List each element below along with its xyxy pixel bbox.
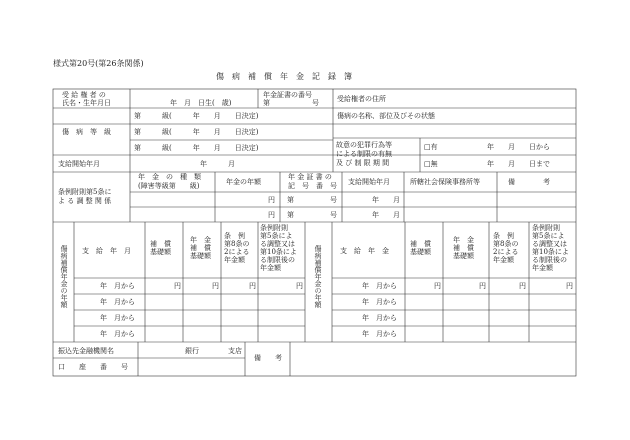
restriction-label-2: による制限の有無 (336, 150, 392, 158)
restriction-yes-checkbox[interactable]: □有 (424, 143, 438, 151)
grade-line-3[interactable]: 第 級( 年 月 日決定) (134, 144, 259, 152)
adjust-go-2: 号 (330, 211, 337, 219)
recipient-birth-label: 氏名・生年月日 (62, 99, 111, 107)
yen-right-1: 円 (434, 282, 441, 290)
adjust-yen-1: 円 (268, 196, 275, 204)
disability-grade-label: (障害等級第 級) (138, 182, 200, 190)
yen-left-3: 円 (249, 282, 256, 290)
recipient-name-label: 受 給 権 者 の (62, 91, 106, 99)
cert-number-label: 年金証書の番号 (263, 91, 312, 99)
bank-name-label: 振込先金融機関名 (58, 347, 114, 355)
annual-amount-label: 年金の年額 (226, 178, 261, 186)
col-art8-right: 条 例 第8条の 2による 年金額 (493, 232, 519, 264)
adjust-nengatsu-1: 年 月 (372, 196, 400, 204)
restriction-label-3: 及 び 制 限 期 間 (336, 159, 390, 167)
bank-name-field[interactable]: 銀行 (185, 347, 199, 355)
bank-note-label: 備 考 (254, 354, 282, 362)
col-adjusted-left: 条例附則 第5条によ る調整又は 第10条によ る制限後の 年金額 (260, 224, 297, 272)
annual-side-label-left: 傷病補償年金の年額 (60, 245, 68, 308)
adjust-note-label: 備 考 (508, 178, 550, 186)
payment-start-value[interactable]: 年 月 (200, 160, 235, 168)
adjust-go-1: 号 (330, 196, 337, 204)
adjust-label-1: 条例附則第5条に (58, 188, 112, 196)
yen-right-2: 円 (479, 282, 486, 290)
from-right-4[interactable]: 年 月から (362, 330, 397, 338)
yen-right-3: 円 (519, 282, 526, 290)
adjust-dai-1: 第 (287, 196, 294, 204)
col-pension-base-left: 年 金 補 償 基礎額 (190, 236, 211, 260)
cert-code-label-2: 記 号 番 号 (288, 182, 337, 190)
branch-field[interactable]: 支店 (228, 347, 242, 355)
yen-left-4: 円 (296, 282, 303, 290)
adjust-nengatsu-2: 年 月 (372, 211, 400, 219)
from-left-1[interactable]: 年 月から (100, 282, 135, 290)
condition-label: 傷病の名称、部位及びその状態 (337, 112, 435, 120)
adjust-start-label: 支給開始年月 (348, 178, 390, 186)
restriction-label-1: 故意の犯罪行為等 (336, 141, 392, 149)
from-right-1[interactable]: 年 月から (362, 282, 397, 290)
yen-right-4: 円 (566, 282, 573, 290)
restriction-from[interactable]: 年 月 日から (487, 143, 550, 151)
cert-code-label-1: 年 金 証 書 の (288, 173, 332, 181)
annual-side-label-right: 傷病補償年金の年額 (314, 245, 322, 308)
form-title: 傷 病 補 償 年 金 記 録 簿 (216, 72, 352, 81)
account-number-label: 口 座 番 号 (58, 363, 128, 371)
grade-line-1[interactable]: 第 級( 年 月 日決定) (134, 112, 259, 120)
from-left-4[interactable]: 年 月から (100, 330, 135, 338)
restriction-until[interactable]: 年 月 日まで (487, 160, 550, 168)
col-art8-left: 条 例 第8条の 2による 年金額 (224, 232, 250, 264)
yen-left-1: 円 (174, 282, 181, 290)
col-adjusted-right: 条例附則 第5条によ る調整又は 第10条によ る制限後の 年金額 (532, 224, 569, 272)
col-base-left: 補 償 基礎額 (150, 240, 171, 256)
from-right-3[interactable]: 年 月から (362, 314, 397, 322)
address-label: 受給権者の住所 (337, 95, 386, 103)
col-period-left: 支 給 年 月 (82, 247, 131, 255)
from-left-3[interactable]: 年 月から (100, 314, 135, 322)
grade-line-2[interactable]: 第 級( 年 月 日決定) (134, 128, 259, 136)
office-label: 所轄社会保険事務所等 (410, 178, 480, 186)
pension-kind-label: 年 金 の 種 類 (138, 173, 201, 181)
yen-left-2: 円 (212, 282, 219, 290)
col-base-right: 補 償 基礎額 (410, 240, 431, 256)
cert-number-field[interactable]: 第 号 (263, 99, 319, 107)
grade-label: 傷 病 等 級 (62, 128, 111, 136)
birth-date-field[interactable]: 年 月 日生( 歳) (170, 99, 232, 107)
form-number: 様式第20号(第26条関係) (53, 59, 144, 68)
from-right-2[interactable]: 年 月から (362, 298, 397, 306)
adjust-dai-2: 第 (287, 211, 294, 219)
col-period-right: 支 給 年 金 (340, 247, 389, 255)
payment-start-label: 支給開始年月 (58, 160, 100, 168)
restriction-no-checkbox[interactable]: □無 (424, 160, 438, 168)
adjust-yen-2: 円 (268, 211, 275, 219)
from-left-2[interactable]: 年 月から (100, 298, 135, 306)
adjust-label-2: よ る 調 整 関 係 (58, 197, 112, 205)
col-pension-base-right: 年 金 補 償 基礎額 (453, 236, 474, 260)
